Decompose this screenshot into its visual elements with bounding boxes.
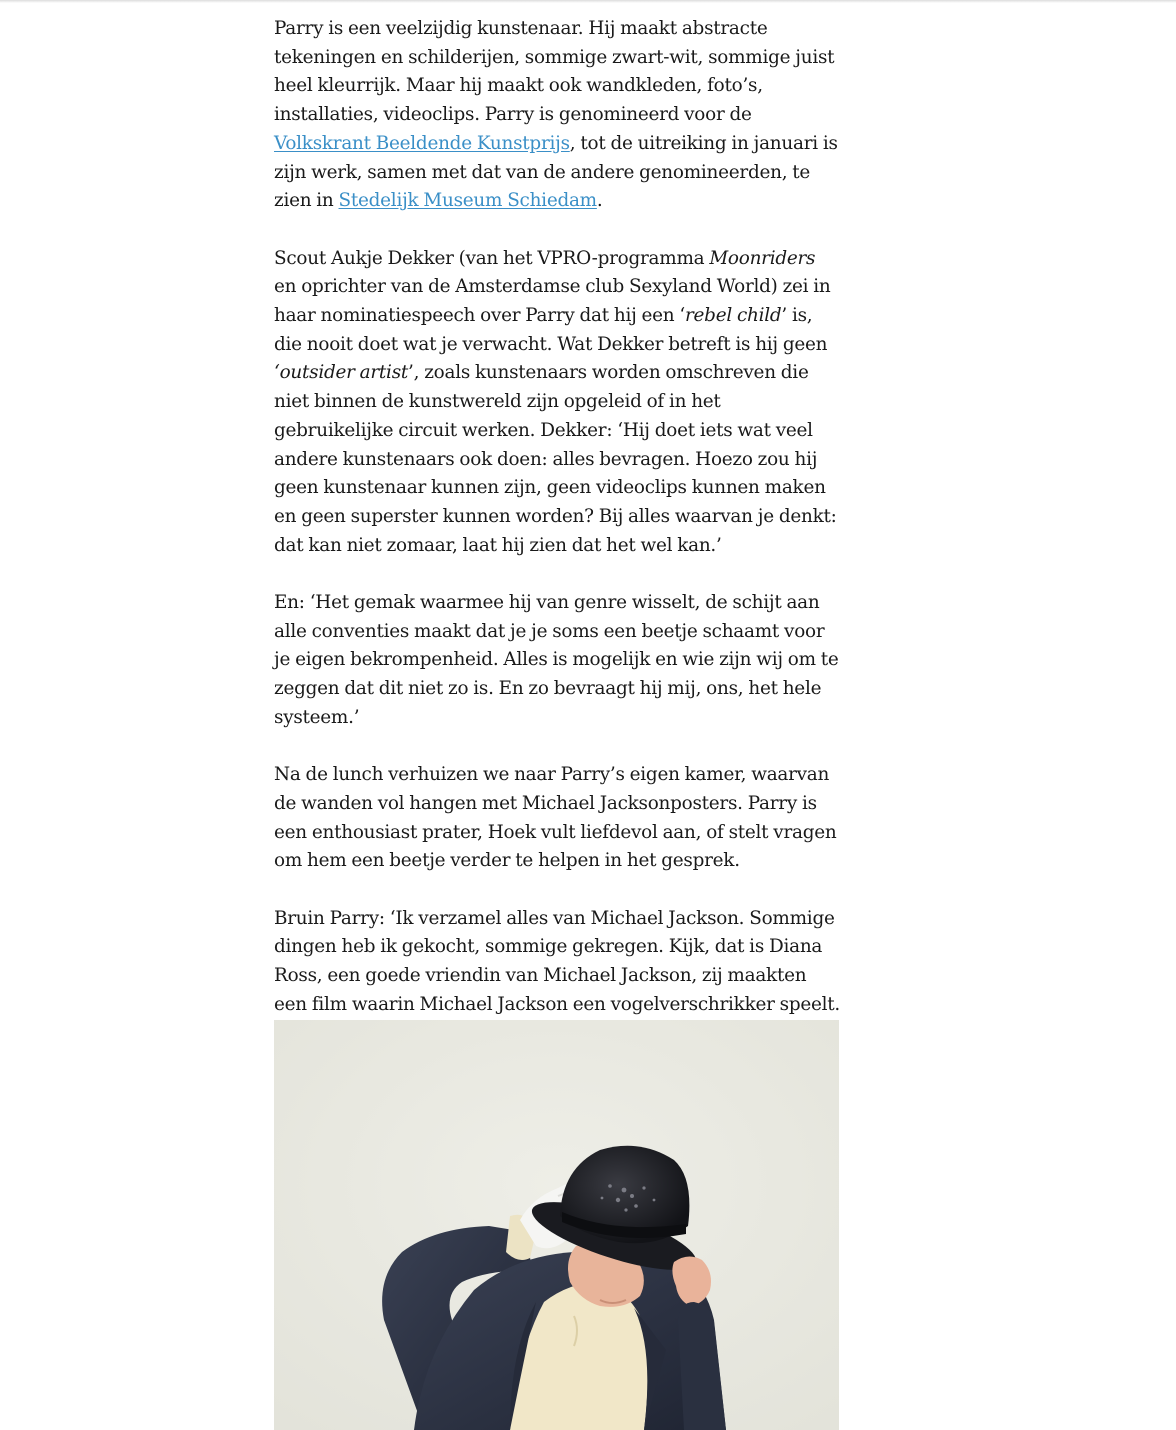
top-edge-shadow <box>0 0 1176 3</box>
paragraph-2-text-b: en oprichter van de Amsterdamse club Sexyland World) zei in haar nominatiespeech over Parry dat hij een ‘ <box>274 276 831 327</box>
paragraph-1-text-b: , tot de uitreiking in januari is zijn werk, samen met dat van de andere genomineerden, te zien in <box>274 132 838 212</box>
paragraph-2 <box>274 245 840 561</box>
paragraph-1-text-a: Parry is een veelzijdig kunstenaar. Hij maakt abstracte tekeningen en schilderijen, sommige zwart-wit, sommige juist heel kleurrijk. Maar hij maakt ook wandkleden, foto’s, installaties, videoclips. Parry is genomineerd voor de <box>274 18 835 126</box>
paragraph-4: Na de lunch verhuizen we naar Parry’s eigen kamer, waarvan de wanden vol hangen met Michael Jacksonposters. Parry is een enthousiast prater, Hoek vult liefdevol aan, of stelt vragen om hem een beetje verder te helpen in het gesprek. <box>274 764 837 872</box>
paragraph-2-text-c: ’ is, die nooit doet wat je verwacht. Wat Dekker betreft is hij geen <box>274 305 828 355</box>
paragraph-3: En: ‘Het gemak waarmee hij van genre wisselt, de schijt aan alle conventies maakt dat je je soms een beetje schaamt voor je eigen bekrompenheid. Alles is mogelijk en wie zijn wij om te zeggen dat dit niet zo is. En zo bevraagt hij mij, ons, het hele systeem.’ <box>274 592 839 728</box>
paragraph-1 <box>274 15 840 216</box>
paragraph-2-text-a: Scout Aukje Dekker (van het VPRO-programma <box>274 247 710 269</box>
photo-illustration <box>274 1020 839 1430</box>
paragraph-5: Bruin Parry: ‘Ik verzamel alles van Michael Jackson. Sommige dingen heb ik gekocht, sommige gekregen. Kijk, dat is Diana Ross, een goede vriendin van Michael Jackson, zij maakten een film waarin Michael Jackson een vogelverschrikker speelt. <box>274 907 840 1015</box>
italic-rebel-child: rebel child <box>685 305 782 327</box>
article-body <box>274 15 840 1106</box>
link-stedelijk-museum-schiedam[interactable]: Stedelijk Museum Schiedam <box>338 190 597 212</box>
italic-moonriders: Moonriders <box>709 247 816 269</box>
article-photo <box>274 1020 839 1430</box>
paragraph-1-text-c: . <box>596 190 603 212</box>
link-volkskrant-beeldende-kunstprijs[interactable]: Volkskrant Beeldende Kunstprijs <box>274 132 570 154</box>
italic-outsider-artist: ‘outsider artist <box>274 362 409 384</box>
paragraph-2-text-d: ’, zoals kunstenaars worden omschreven die niet binnen de kunstwereld zijn opgeleid of in het gebruikelijke circuit werken. Dekker: ‘Hij doet iets wat veel andere kunstenaars ook doen: alles bevragen. Hoezo zou hij geen kunstenaar kunnen zijn, geen videoclips kunnen maken en geen superster kunnen worden? Bij alles waarvan je denkt: dat kan niet zomaar, laat hij zien dat het wel kan.’ <box>274 362 837 556</box>
